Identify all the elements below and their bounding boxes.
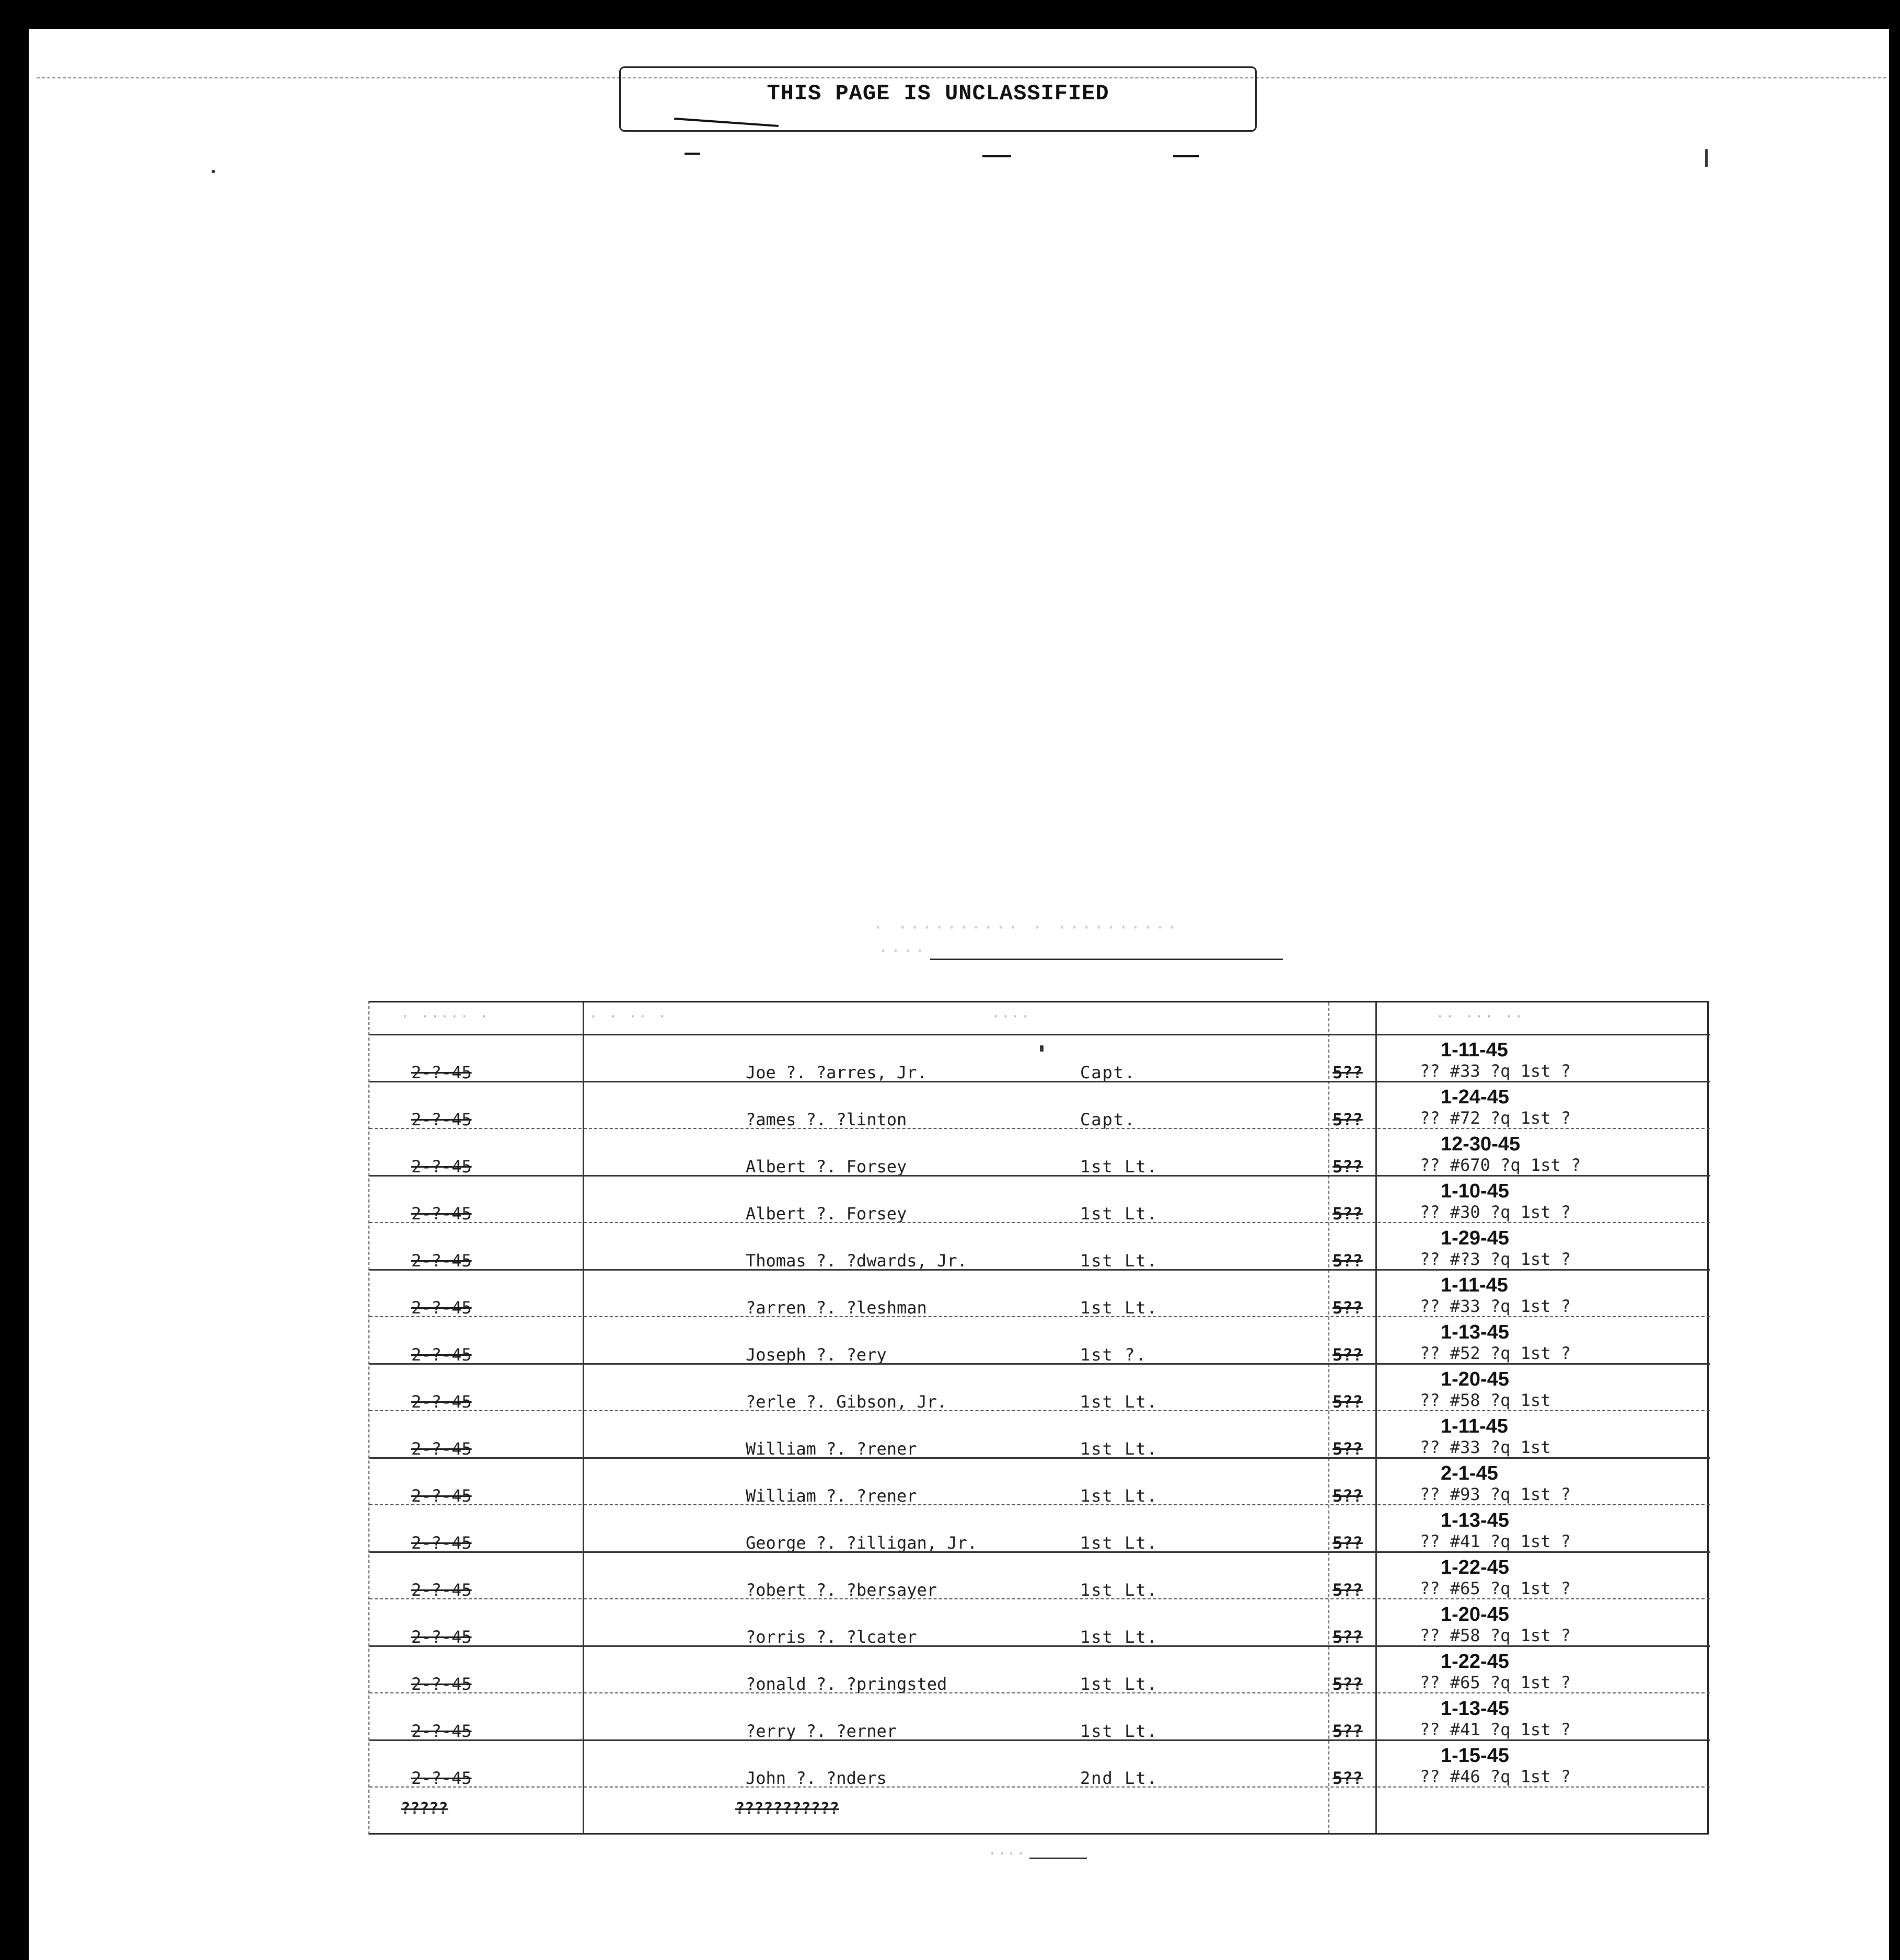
row-divider: [369, 1786, 1710, 1788]
roster-cell-unit: 5??: [1333, 1298, 1363, 1318]
roster-cell-unit: 5??: [1333, 1439, 1363, 1459]
row-divider: [369, 1081, 1710, 1082]
roster-cell-name: William ?. ?rener: [746, 1486, 917, 1506]
roster-footer-left: ?????: [401, 1800, 448, 1818]
roster-cell-rank: 1st Lt.: [1080, 1533, 1158, 1553]
roster-cell-order: ?? #33 ?q 1st ?: [1420, 1296, 1571, 1316]
column-divider: [1375, 1002, 1377, 1833]
row-divider: [369, 1316, 1710, 1317]
roster-cell-rank: 2nd Lt.: [1080, 1768, 1158, 1788]
roster-cell-rank: 1st Lt.: [1080, 1674, 1158, 1694]
roster-cell-rank: 1st Lt.: [1080, 1486, 1158, 1506]
roster-cell-name: John ?. ?nders: [746, 1768, 887, 1788]
row-divider: [369, 1551, 1710, 1553]
roster-cell-order: ?? #30 ?q 1st ?: [1420, 1202, 1571, 1222]
roster-cell-order: ?? #41 ?q 1st ?: [1420, 1531, 1571, 1551]
roster-cell-date: 2-?-45: [411, 1251, 472, 1271]
roster-cell-date: 2-?-45: [411, 1721, 472, 1741]
roster-cell-date: 2-?-45: [411, 1392, 472, 1412]
form-heading-faint: · ·········· · ··········: [873, 917, 1179, 938]
roster-cell-rank: 1st Lt.: [1080, 1298, 1158, 1318]
row-divider: [369, 1222, 1710, 1223]
roster-cell-name: Albert ?. Forsey: [746, 1157, 907, 1177]
roster-cell-order: ?? #52 ?q 1st ?: [1420, 1343, 1571, 1363]
roster-cell-name: ?obert ?. ?bersayer: [746, 1580, 937, 1600]
roster-cell-rank: 1st Lt.: [1080, 1251, 1158, 1271]
roster-cell-date: 2-?-45: [411, 1439, 472, 1459]
roster-cell-order: ?? #58 ?q 1st ?: [1420, 1625, 1571, 1645]
roster-cell-effective: 1-20-45: [1441, 1604, 1509, 1625]
row-divider: [369, 1645, 1710, 1647]
roster-cell-unit: 5??: [1333, 1204, 1363, 1224]
officer-roster-table: [368, 1001, 1709, 1835]
roster-cell-order: ?? #65 ?q 1st ?: [1420, 1578, 1571, 1598]
row-divider: [369, 1504, 1710, 1505]
roster-cell-rank: Capt.: [1080, 1063, 1136, 1082]
column-divider: [1328, 1002, 1329, 1833]
roster-cell-unit: 5??: [1333, 1721, 1363, 1741]
roster-cell-unit: 5??: [1333, 1392, 1363, 1412]
roster-cell-rank: 1st Lt.: [1080, 1392, 1158, 1412]
roster-cell-name: Joseph ?. ?ery: [746, 1345, 887, 1365]
row-divider: [369, 1598, 1710, 1599]
roster-cell-unit: 5??: [1333, 1157, 1363, 1177]
form-subheading-faint: ····: [878, 941, 927, 962]
roster-cell-effective: 1-13-45: [1441, 1698, 1509, 1720]
roster-cell-effective: 1-13-45: [1441, 1509, 1509, 1531]
row-divider: [369, 1034, 1710, 1035]
roster-cell-name: ?onald ?. ?pringsted: [746, 1674, 947, 1694]
roster-cell-unit: 5??: [1333, 1110, 1363, 1129]
roster-footer-right: ???????????: [735, 1800, 839, 1818]
roster-cell-name: Thomas ?. ?dwards, Jr.: [746, 1251, 967, 1271]
roster-cell-rank: 1st Lt.: [1080, 1157, 1158, 1177]
roster-cell-date: 2-?-45: [411, 1204, 472, 1224]
roster-cell-name: Albert ?. Forsey: [746, 1204, 907, 1224]
roster-cell-effective: 1-10-45: [1441, 1180, 1509, 1202]
roster-cell-date: 2-?-45: [411, 1674, 472, 1694]
roster-cell-unit: 5??: [1333, 1627, 1363, 1647]
roster-cell-rank: 1st Lt.: [1080, 1721, 1158, 1741]
roster-cell-date: 2-?-45: [411, 1157, 472, 1177]
roster-cell-unit: 5??: [1333, 1345, 1363, 1365]
column-header-faint: ····: [991, 1008, 1031, 1025]
row-divider: [369, 1692, 1710, 1693]
row-divider: [369, 1363, 1710, 1365]
roster-cell-order: ?? #670 ?q 1st ?: [1420, 1155, 1581, 1175]
roster-cell-date: 2-?-45: [411, 1486, 472, 1506]
roster-cell-date: 2-?-45: [411, 1768, 472, 1788]
roster-cell-date: 2-?-45: [411, 1063, 472, 1082]
row-divider: [369, 1410, 1710, 1411]
roster-cell-unit: 5??: [1333, 1768, 1363, 1788]
scan-mark: [685, 153, 700, 155]
row-divider: [369, 1269, 1710, 1271]
roster-cell-unit: 5??: [1333, 1533, 1363, 1553]
roster-cell-name: George ?. ?illigan, Jr.: [746, 1533, 978, 1553]
roster-cell-order: ?? #65 ?q 1st ?: [1420, 1673, 1571, 1692]
roster-cell-name: ?ames ?. ?linton: [746, 1110, 907, 1129]
roster-cell-date: 2-?-45: [411, 1345, 472, 1365]
roster-cell-name: ?erry ?. ?erner: [746, 1721, 897, 1741]
column-header-faint: ·· ··· ··: [1435, 1008, 1524, 1025]
roster-cell-name: ?orris ?. ?lcater: [746, 1627, 917, 1647]
form-heading-underline: [930, 959, 1283, 960]
roster-cell-rank: Capt.: [1080, 1110, 1136, 1129]
roster-cell-unit: 5??: [1333, 1580, 1363, 1600]
column-divider: [583, 1002, 584, 1833]
roster-cell-effective: 1-13-45: [1441, 1321, 1509, 1343]
roster-cell-rank: 1st Lt.: [1080, 1439, 1158, 1459]
roster-cell-effective: 1-22-45: [1441, 1651, 1509, 1673]
scan-speck: [1705, 149, 1708, 167]
roster-cell-name: ?arren ?. ?leshman: [746, 1298, 927, 1318]
page-number-line: ····: [988, 1845, 1087, 1863]
classification-text: THIS PAGE IS UNCLASSIFIED: [767, 81, 1109, 106]
roster-cell-date: 2-?-45: [411, 1627, 472, 1647]
roster-cell-name: ?erle ?. Gibson, Jr.: [746, 1392, 947, 1412]
roster-cell-order: ?? #?3 ?q 1st ?: [1420, 1249, 1571, 1269]
roster-cell-effective: 1-29-45: [1441, 1227, 1509, 1249]
scan-mark: [1173, 155, 1199, 157]
row-divider: [369, 1457, 1710, 1459]
roster-cell-date: 2-?-45: [411, 1298, 472, 1318]
roster-cell-rank: 1st ?.: [1080, 1345, 1147, 1365]
roster-cell-effective: 2-1-45: [1441, 1462, 1498, 1484]
scan-speck: [212, 170, 215, 173]
row-divider: [369, 1175, 1710, 1177]
roster-cell-order: ?? #58 ?q 1st: [1420, 1390, 1551, 1410]
roster-cell-effective: 1-11-45: [1441, 1274, 1508, 1296]
roster-cell-effective: 1-11-45: [1441, 1039, 1508, 1061]
column-header-faint: · ····· ·: [401, 1008, 490, 1025]
roster-cell-unit: 5??: [1333, 1251, 1363, 1271]
roster-cell-effective: 1-15-45: [1441, 1745, 1509, 1767]
roster-cell-order: ?? #72 ?q 1st ?: [1420, 1108, 1571, 1128]
roster-cell-effective: 12-30-45: [1441, 1133, 1521, 1155]
roster-cell-date: 2-?-45: [411, 1533, 472, 1553]
roster-cell-order: ?? #33 ?q 1st ?: [1420, 1061, 1571, 1081]
roster-cell-effective: 1-22-45: [1441, 1557, 1509, 1578]
roster-cell-name: Joe ?. ?arres, Jr.: [746, 1063, 927, 1082]
roster-cell-rank: 1st Lt.: [1080, 1580, 1158, 1600]
roster-cell-rank: 1st Lt.: [1080, 1204, 1158, 1224]
roster-cell-unit: 5??: [1333, 1486, 1363, 1506]
row-divider: [369, 1128, 1710, 1129]
scan-mark: [982, 155, 1011, 157]
roster-cell-name: William ?. ?rener: [746, 1439, 917, 1459]
column-header-faint: · · ·· ·: [589, 1008, 668, 1025]
roster-cell-rank: 1st Lt.: [1080, 1627, 1158, 1647]
row-divider: [369, 1739, 1710, 1741]
roster-cell-order: ?? #41 ?q 1st ?: [1420, 1720, 1571, 1739]
roster-cell-effective: 1-20-45: [1441, 1368, 1509, 1390]
roster-cell-effective: 1-24-45: [1441, 1086, 1509, 1108]
roster-cell-unit: 5??: [1333, 1063, 1363, 1082]
roster-cell-date: 2-?-45: [411, 1110, 472, 1129]
roster-cell-date: 2-?-45: [411, 1580, 472, 1600]
roster-cell-order: ?? #33 ?q 1st: [1420, 1437, 1551, 1457]
roster-cell-unit: 5??: [1333, 1674, 1363, 1694]
roster-cell-order: ?? #93 ?q 1st ?: [1420, 1484, 1571, 1504]
roster-cell-order: ?? #46 ?q 1st ?: [1420, 1767, 1571, 1786]
roster-cell-effective: 1-11-45: [1441, 1415, 1508, 1437]
